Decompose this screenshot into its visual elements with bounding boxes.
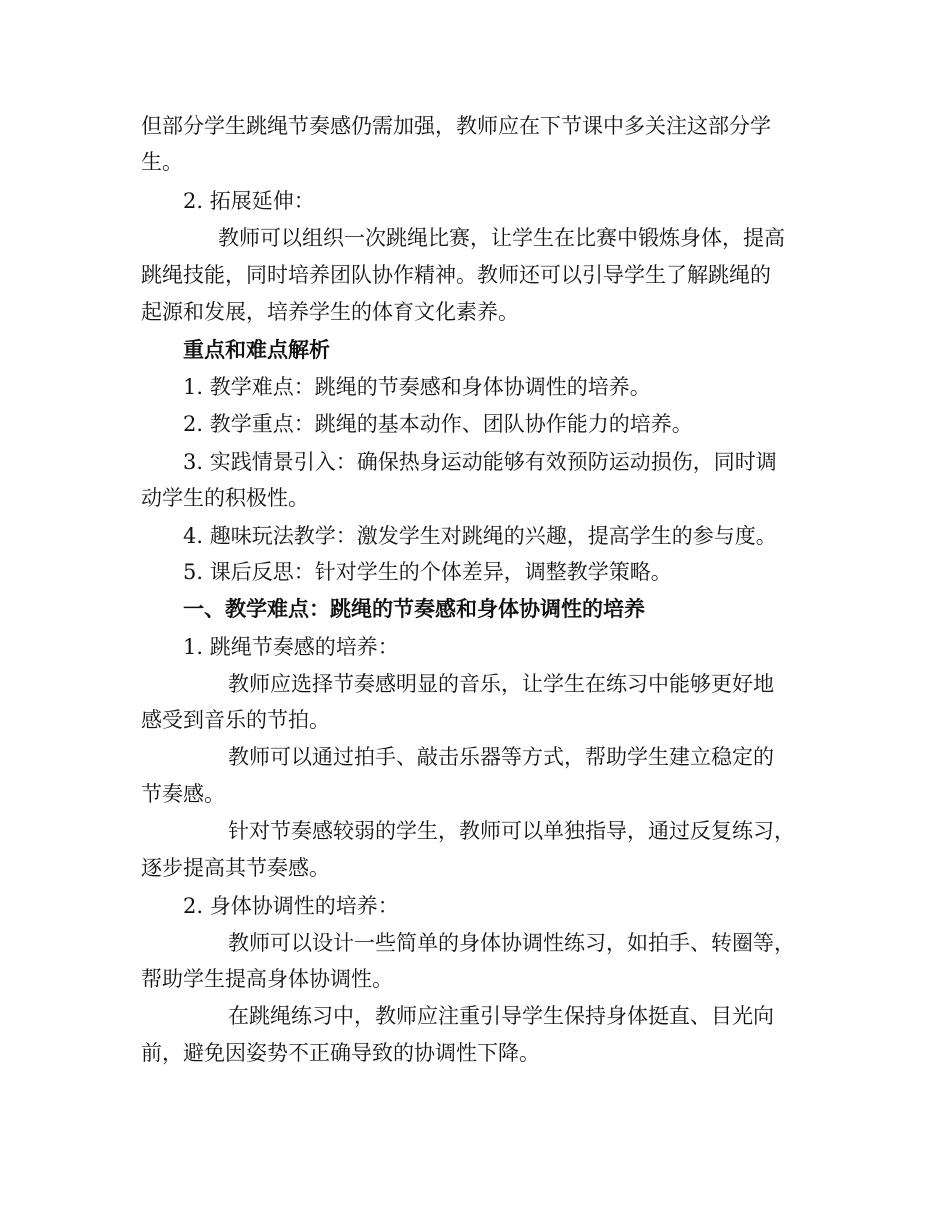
section-heading: 一、教学难点：跳绳的节奏感和身体协调性的培养 (183, 596, 645, 621)
paragraph-line: 教师应选择节奏感明显的音乐，让学生在练习中能够更好地 (228, 672, 774, 696)
paragraph-line: 感受到音乐的节拍。 (141, 708, 330, 732)
list-item: 2. 教学重点：跳绳的基本动作、团队协作能力的培养。 (183, 412, 693, 436)
paragraph-line: 帮助学生提高身体协调性。 (141, 967, 393, 991)
paragraph-line: 节奏感。 (141, 782, 225, 806)
paragraph-line: 前，避免因姿势不正确导致的协调性下降。 (141, 1041, 540, 1065)
paragraph-line: 在跳绳练习中，教师应注重引导学生保持身体挺直、目光向 (228, 1004, 774, 1028)
paragraph-line: 但部分学生跳绳节奏感仍需加强，教师应在下节课中多关注这部分学 (141, 114, 771, 138)
paragraph-line: 生。 (141, 150, 183, 174)
paragraph-line: 教师可以组织一次跳绳比赛，让学生在比赛中锻炼身体，提高 (218, 226, 785, 250)
paragraph-line: 教师可以通过拍手、敲击乐器等方式，帮助学生建立稳定的 (228, 745, 774, 769)
list-item: 1. 教学难点：跳绳的节奏感和身体协调性的培养。 (183, 375, 651, 399)
paragraph-line: 教师可以设计一些简单的身体协调性练习，如拍手、转圈等， (228, 931, 795, 955)
paragraph-line: 跳绳技能，同时培养团队协作精神。教师还可以引导学生了解跳绳的 (141, 263, 771, 287)
paragraph-line: 逐步提高其节奏感。 (141, 856, 330, 880)
list-item-heading: 2. 拓展延伸： (183, 189, 315, 213)
paragraph-line: 针对节奏感较弱的学生，教师可以单独指导，通过反复练习， (228, 819, 795, 843)
list-item-continuation: 动学生的积极性。 (141, 486, 309, 510)
paragraph-line: 起源和发展，培养学生的体育文化素养。 (141, 300, 519, 324)
list-item-heading: 2. 身体协调性的培养： (183, 894, 399, 918)
section-heading: 重点和难点解析 (183, 337, 330, 362)
list-item: 3. 实践情景引入：确保热身运动能够有效预防运动损伤，同时调 (183, 450, 777, 474)
list-item: 5. 课后反思：针对学生的个体差异，调整教学策略。 (183, 560, 672, 584)
list-item-heading: 1. 跳绳节奏感的培养： (183, 635, 399, 659)
list-item: 4. 趣味玩法教学：激发学生对跳绳的兴趣，提高学生的参与度。 (183, 524, 777, 548)
